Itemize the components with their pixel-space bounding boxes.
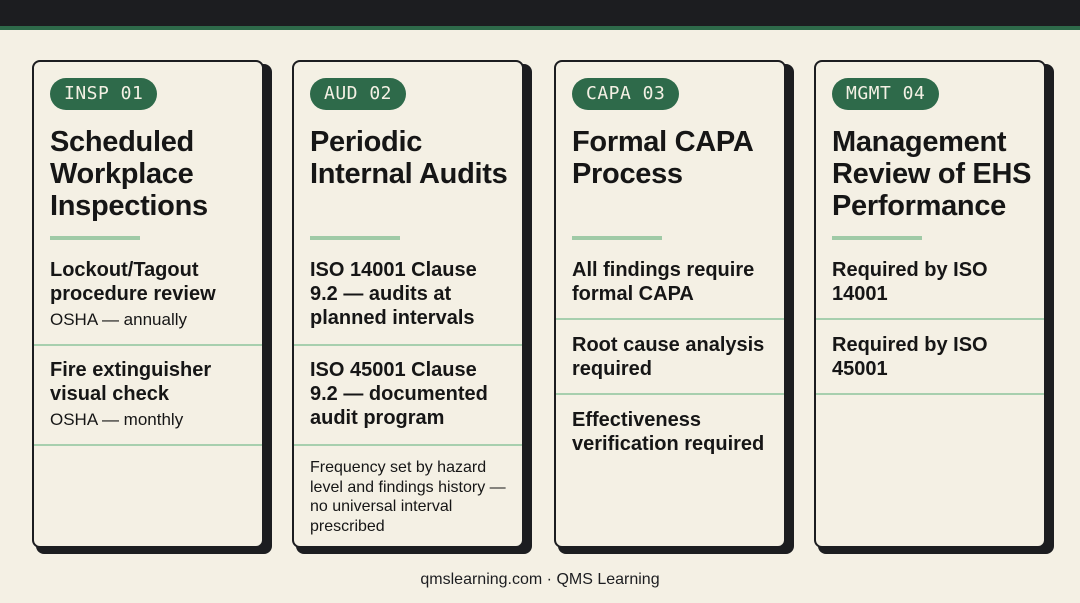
list-item	[34, 358, 262, 446]
item-title: ISO 45001 Clause 9.2 — documented audit program	[310, 359, 488, 429]
item-title: ISO 14001 Clause 9.2 — audits at planned intervals	[310, 259, 477, 329]
item-title: Root cause analysis required	[572, 334, 765, 380]
top-bar	[0, 0, 1080, 26]
item-title: Fire extinguisher visual check	[50, 359, 212, 405]
item-title: Required by ISO 45001	[832, 334, 988, 380]
list-item	[556, 258, 784, 320]
list-item	[294, 258, 522, 346]
list-item	[34, 258, 262, 346]
list-item	[816, 258, 1044, 320]
list-item	[556, 408, 784, 470]
card-accent-line	[832, 236, 922, 240]
card-badge: MGMT 04	[832, 78, 939, 110]
card-badge: INSP 01	[50, 78, 157, 110]
item-title: Required by ISO 14001	[832, 259, 988, 305]
top-accent-line	[0, 26, 1080, 30]
card-inspections	[32, 60, 264, 548]
item-title: Lockout/Tagout procedure review	[50, 259, 216, 305]
card-title: Periodic Internal Audits	[310, 126, 508, 190]
list-item	[294, 358, 522, 446]
card-accent-line	[572, 236, 662, 240]
card-badge: CAPA 03	[572, 78, 679, 110]
frequency-note: Frequency set by hazard level and findings history — no universal interval prescribed	[310, 459, 506, 535]
footer-credit: qmslearning.com · QMS Learning	[420, 571, 660, 588]
card-management-review	[814, 60, 1046, 548]
card-title: Management Review of EHS Performance	[832, 126, 1032, 222]
list-item	[816, 333, 1044, 395]
list-item	[556, 333, 784, 395]
item-title: Effectiveness verification required	[572, 409, 765, 455]
card-audits	[292, 60, 524, 548]
card-badge: AUD 02	[310, 78, 406, 110]
item-title: All findings require formal CAPA	[572, 259, 755, 305]
card-capa	[554, 60, 786, 548]
card-accent-line	[310, 236, 400, 240]
card-title: Formal CAPA Process	[572, 126, 753, 190]
item-subtitle: OSHA — annually	[50, 310, 188, 329]
card-title: Scheduled Workplace Inspections	[50, 126, 208, 222]
card-accent-line	[50, 236, 140, 240]
item-subtitle: OSHA — monthly	[50, 410, 184, 429]
